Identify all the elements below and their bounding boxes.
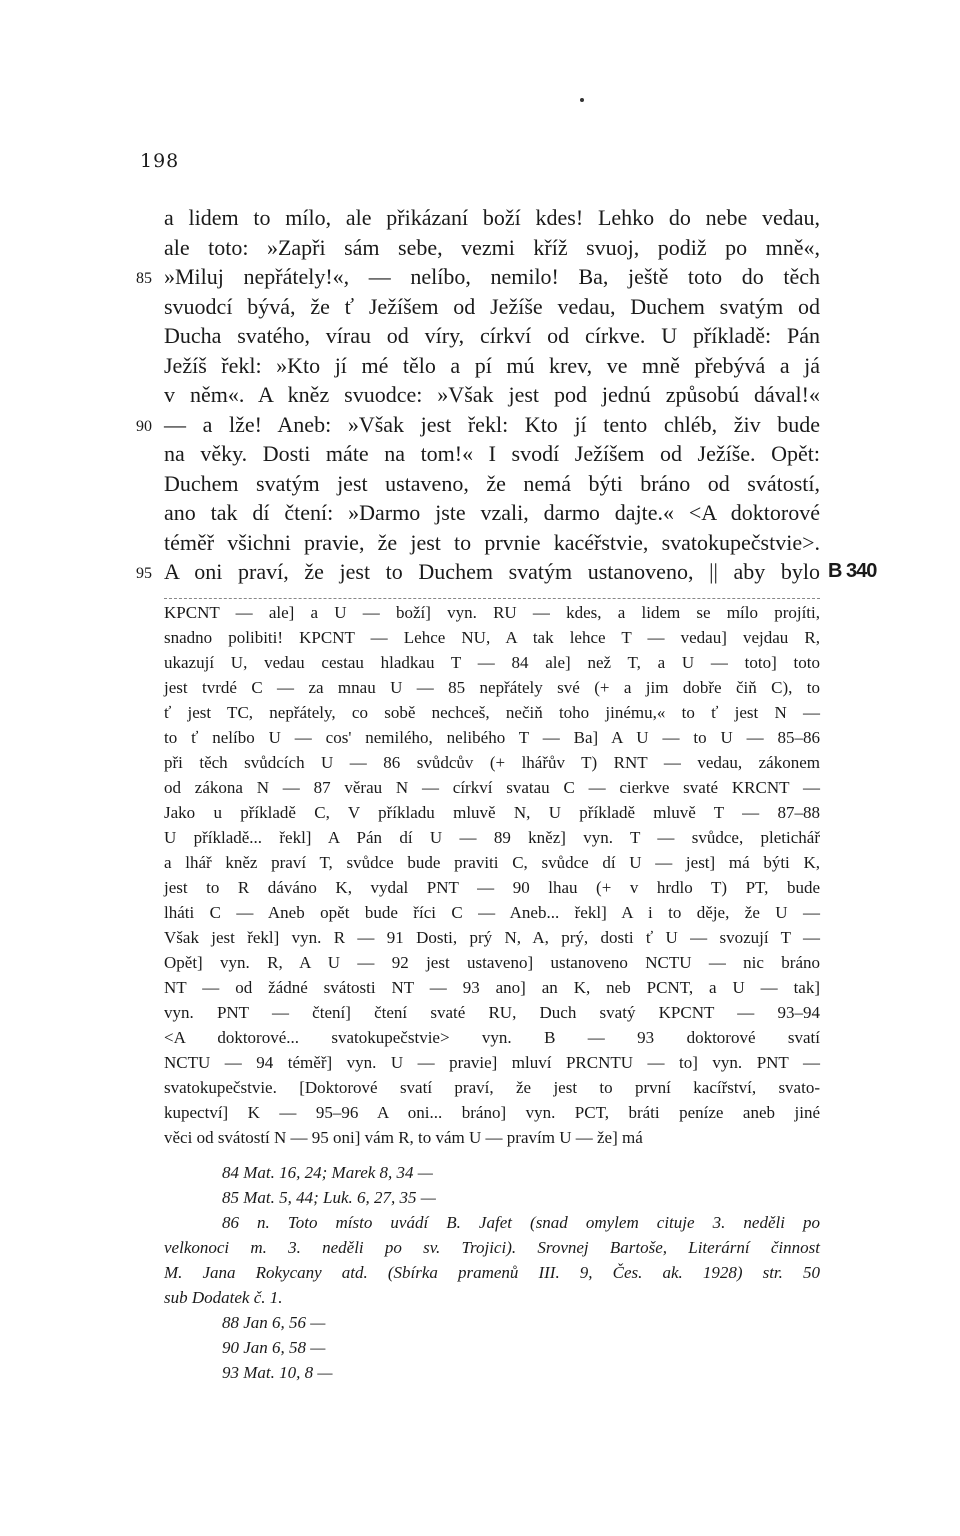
main-text-line-content: na věky. Dosti máte na tom!« I svodí Ježíšem od Ježíše. Opět: — [164, 441, 820, 466]
apparatus-line: Opět] vyn. R, A U — 92 jest ustaveno] ustanoveno NCTU — nic bráno — [164, 953, 820, 972]
main-text-line-content: a lidem to mílo, ale přikázaní boží kdes! Lehko do nebe vedau, — [164, 205, 820, 230]
main-text-line — [136, 557, 877, 587]
apparatus-line: Jako u příkladě C, V příkladu mluvě N, U příkladě mluvě T — 87–88 — [164, 803, 820, 822]
footnote-line: 84 Mat. 16, 24; Marek 8, 34 — — [222, 1163, 433, 1182]
main-text-line — [164, 439, 820, 469]
main-text-line-content: ale toto: »Zapři sám sebe, vezmi kříž svuoj, podiž po mně«, — [164, 234, 820, 260]
main-text-line — [136, 262, 820, 292]
main-text-line — [164, 351, 820, 381]
footnote-line: sub Dodatek č. 1. — [164, 1288, 283, 1307]
main-text-line — [164, 233, 820, 263]
apparatus-line: svatokupečstvie. [Doktorové svatí praví, že jest to první kacířství, svato- — [164, 1078, 820, 1097]
apparatus-line: a lhář kněz praví T, svůdce bude praviti C, svůdce dí U — jest] má býti K, — [164, 853, 820, 872]
apparatus-line: od zákona N — 87 věrau N — církví svatau C — cierkve svaté KRCNT — — [164, 778, 820, 797]
main-text-line — [136, 410, 820, 440]
apparatus-line: NCTU — 94 téměř] vyn. U — pravie] mluví PRCNTU — to] vyn. PNT — — [164, 1053, 820, 1072]
footnote-line: M. Jana Rokycany atd. (Sbírka pramenů III. 9, Čes. ak. 1928) str. 50 — [164, 1263, 820, 1282]
main-text-line — [164, 292, 820, 322]
main-text-line-content: — a lže! Aneb: »Však jest řekl: Kto jí tento chléb, živ bude — [164, 411, 820, 437]
line-number: 95 — [136, 565, 152, 582]
stray-dot — [580, 98, 584, 102]
main-text-line — [164, 469, 820, 499]
footnote-line: velkonoci m. 3. neděli po sv. Trojici). Srovnej Bartoše, Literární činnost — [164, 1238, 820, 1257]
critical-apparatus — [164, 600, 820, 1150]
apparatus-line: snadno polibiti! KPCNT — Lehce NU, A tak lehce T — vedau] vejdau R, — [164, 628, 820, 647]
apparatus-line: Však jest řekl] vyn. R — 91 Dosti, prý N, A, prý, dosti ť U — svozují T — — [164, 928, 820, 947]
apparatus-line: kupectví] K — 95–96 A oni... bráno] vyn. PCT, bráti peníze aneb jiné — [164, 1103, 820, 1122]
apparatus-line: ukazují U, vedau cestau hladkau T — 84 ale] než T, a U — toto] toto — [164, 653, 820, 672]
main-text-line-content: Ježíš řekl: »Kto jí mé tělo a pí mú krev, ve mně přebývá a já — [164, 352, 820, 378]
page-number: 198 — [140, 150, 180, 172]
footnote-line: 88 Jan 6, 56 — — [222, 1313, 326, 1332]
apparatus-line: jest to R dáváno K, vydal PNT — 90 lhau (+ v hrdlo T) PT, bude — [164, 878, 820, 897]
apparatus-line: KPCNT — ale] a U — boží] vyn. RU — kdes, a lidem se mílo projíti, — [164, 603, 820, 622]
footnote-line: 85 Mat. 5, 44; Luk. 6, 27, 35 — — [222, 1188, 436, 1207]
line-number: 85 — [136, 270, 152, 287]
main-text-line-content: A oni praví, že jest to Duchem svatým ustanoveno, || aby bylo — [164, 559, 820, 584]
apparatus-line: <A doktorové... svatokupečstvie> vyn. B — 93 doktorové svatí — [164, 1028, 820, 1047]
line-number: 90 — [136, 417, 152, 435]
apparatus-line: U příkladě... řekl] A Pán dí U — 89 kněz] vyn. T — svůdce, pletichář — [164, 828, 820, 847]
main-text-line-content: v něm«. A kněz svuodce: »Však jest pod jednú způsobú dával!« — [164, 382, 820, 407]
main-text-line — [164, 498, 820, 528]
apparatus-line: vyn. PNT — čtení] čtení svaté RU, Duch svatý KPCNT — 93–94 — [164, 1003, 820, 1022]
main-text-line — [164, 380, 820, 410]
apparatus-rule — [164, 598, 820, 599]
apparatus-line: lháti C — Aneb opět bude říci C — Aneb... řekl] A i to děje, že U — — [164, 903, 820, 922]
apparatus-line: věci od svátostí N — 95 oni] vám R, to vám U — pravím U — že] má — [164, 1128, 643, 1147]
main-text — [136, 203, 877, 587]
main-text-line-content: »Miluj nepřátely!«, — nelíbo, nemilo! Ba, ještě toto do těch — [164, 264, 820, 289]
main-text-line-content: Ducha svatého, vírau od víry, církví od církve. U příkladě: Pán — [164, 323, 820, 348]
margin-reference: B 340 — [828, 560, 877, 582]
main-text-line — [164, 321, 820, 351]
main-text-line-content: Duchem svatým jest ustaveno, že nemá býti bráno od svátostí, — [164, 470, 820, 496]
apparatus-line: při těch svůdcích U — 86 svůdcův (+ lhářův T) RNT — vedau, zákonem — [164, 753, 820, 772]
main-text-line — [164, 528, 820, 558]
footnote-line: 90 Jan 6, 58 — — [222, 1338, 326, 1357]
apparatus-line: NT — od žádné svátosti NT — 93 ano] an K, neb PCNT, a U — tak] — [164, 978, 820, 997]
footnotes — [164, 1160, 820, 1385]
footnote-line: 93 Mat. 10, 8 — — [222, 1363, 333, 1382]
main-text-line-content: ano tak dí čtení: »Darmo jste vzali, darmo dajte.« <A doktorové — [164, 500, 820, 525]
apparatus-line: jest tvrdé C — za mnau U — 85 nepřátely své (+ a jim dobře čiň C), to — [164, 678, 820, 697]
footnote-line: 86 n. Toto místo uvádí B. Jafet (snad omylem cituje 3. neděli po — [222, 1213, 820, 1232]
main-text-line-content: svuodcí bývá, že ť Ježíšem od Ježíše vedau, Duchem svatým od — [164, 293, 820, 319]
main-text-line — [164, 203, 820, 233]
apparatus-line: to ť nelíbo U — cos' nemilého, nelibého T — Ba] A U — to U — 85–86 — [164, 728, 820, 747]
main-text-line-content: téměř všichni pravie, že jest to prvnie kacéřstvie, svatokupečstvie>. — [164, 529, 820, 555]
apparatus-line: ť jest TC, nepřátely, co sobě nechceš, nečiň toho jinému,« to ť jest N — — [164, 703, 820, 722]
